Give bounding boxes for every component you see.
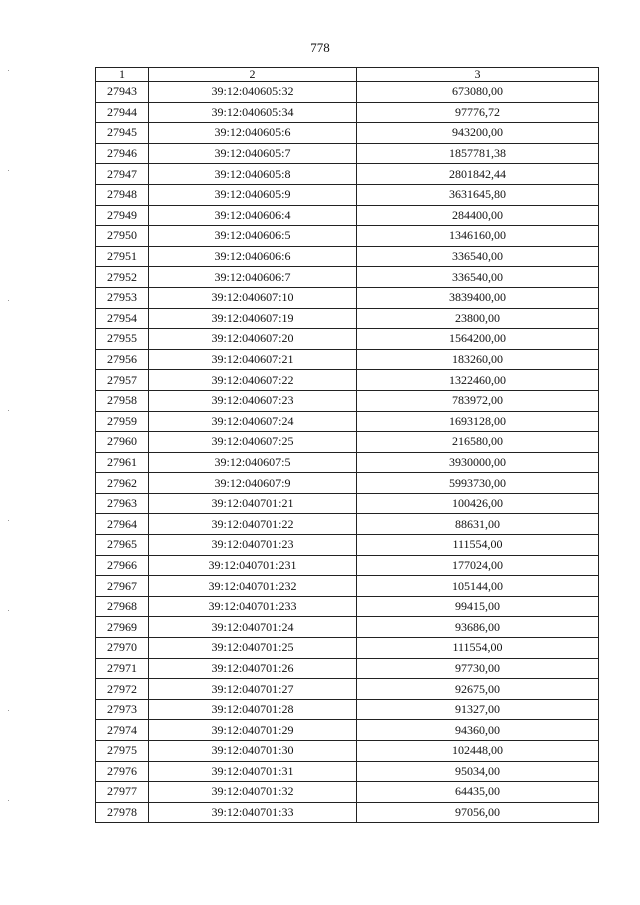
row-number-cell: 27954: [96, 308, 149, 329]
cadastral-number-cell: 39:12:040605:7: [149, 143, 357, 164]
column-header-2: 2: [149, 68, 357, 82]
row-number-cell: 27974: [96, 720, 149, 741]
table-row: [96, 390, 599, 411]
cadastral-number-cell: 39:12:040701:25: [149, 638, 357, 659]
cadastral-number-cell: 39:12:040607:25: [149, 432, 357, 453]
row-number-cell: 27975: [96, 741, 149, 762]
cadastral-number-cell: 39:12:040701:23: [149, 535, 357, 556]
cadastral-number-cell: 39:12:040606:7: [149, 267, 357, 288]
table-row: [96, 143, 599, 164]
row-number-cell: 27951: [96, 246, 149, 267]
table-body: [96, 82, 599, 823]
table-row: [96, 329, 599, 350]
table-row: [96, 349, 599, 370]
cadastral-number-cell: 39:12:040605:6: [149, 123, 357, 144]
cadastral-number-cell: 39:12:040701:31: [149, 761, 357, 782]
value-cell: 93686,00: [357, 617, 599, 638]
value-cell: 105144,00: [357, 576, 599, 597]
row-number-cell: 27947: [96, 164, 149, 185]
cadastral-number-cell: 39:12:040607:20: [149, 329, 357, 350]
row-number-cell: 27970: [96, 638, 149, 659]
cadastral-number-cell: 39:12:040607:10: [149, 287, 357, 308]
table-row: [96, 432, 599, 453]
cadastral-number-cell: 39:12:040701:27: [149, 679, 357, 700]
cadastral-number-cell: 39:12:040607:19: [149, 308, 357, 329]
cadastral-number-cell: 39:12:040606:6: [149, 246, 357, 267]
value-cell: 1857781,38: [357, 143, 599, 164]
value-cell: 177024,00: [357, 555, 599, 576]
value-cell: 1346160,00: [357, 226, 599, 247]
table-row: [96, 411, 599, 432]
cadastral-number-cell: 39:12:040701:28: [149, 699, 357, 720]
value-cell: 783972,00: [357, 390, 599, 411]
table-row: [96, 679, 599, 700]
cadastral-number-cell: 39:12:040607:24: [149, 411, 357, 432]
table-row: [96, 617, 599, 638]
row-number-cell: 27971: [96, 658, 149, 679]
row-number-cell: 27977: [96, 782, 149, 803]
row-number-cell: 27963: [96, 493, 149, 514]
table-row: [96, 102, 599, 123]
table-row: [96, 802, 599, 823]
table-row: [96, 205, 599, 226]
cadastral-number-cell: 39:12:040607:9: [149, 473, 357, 494]
value-cell: 91327,00: [357, 699, 599, 720]
value-cell: 97056,00: [357, 802, 599, 823]
table-row: [96, 164, 599, 185]
value-cell: 1693128,00: [357, 411, 599, 432]
row-number-cell: 27960: [96, 432, 149, 453]
value-cell: 64435,00: [357, 782, 599, 803]
row-number-cell: 27969: [96, 617, 149, 638]
row-number-cell: 27946: [96, 143, 149, 164]
scan-speck: [8, 520, 9, 521]
row-number-cell: 27972: [96, 679, 149, 700]
value-cell: 99415,00: [357, 596, 599, 617]
table-row: [96, 308, 599, 329]
row-number-cell: 27945: [96, 123, 149, 144]
cadastral-number-cell: 39:12:040701:33: [149, 802, 357, 823]
value-cell: 673080,00: [357, 82, 599, 103]
page-number: 778: [310, 40, 330, 55]
table-row: [96, 287, 599, 308]
table-row: [96, 184, 599, 205]
row-number-cell: 27966: [96, 555, 149, 576]
cadastral-number-cell: 39:12:040701:231: [149, 555, 357, 576]
row-number-cell: 27976: [96, 761, 149, 782]
scan-speck: [8, 70, 9, 71]
value-cell: 1322460,00: [357, 370, 599, 391]
value-cell: 943200,00: [357, 123, 599, 144]
row-number-cell: 27978: [96, 802, 149, 823]
scan-speck: [8, 170, 9, 171]
value-cell: 94360,00: [357, 720, 599, 741]
value-cell: 1564200,00: [357, 329, 599, 350]
row-number-cell: 27953: [96, 287, 149, 308]
row-number-cell: 27973: [96, 699, 149, 720]
cadastral-number-cell: 39:12:040701:232: [149, 576, 357, 597]
cadastral-number-cell: 39:12:040701:21: [149, 493, 357, 514]
cadastral-number-cell: 39:12:040606:4: [149, 205, 357, 226]
scan-speck: [8, 710, 9, 711]
column-header-3: 3: [357, 68, 599, 82]
value-cell: 100426,00: [357, 493, 599, 514]
row-number-cell: 27952: [96, 267, 149, 288]
cadastral-number-cell: 39:12:040607:5: [149, 452, 357, 473]
value-cell: 336540,00: [357, 267, 599, 288]
table-row: [96, 638, 599, 659]
table-row: [96, 782, 599, 803]
row-number-cell: 27967: [96, 576, 149, 597]
value-cell: 111554,00: [357, 638, 599, 659]
row-number-cell: 27962: [96, 473, 149, 494]
table-row: [96, 741, 599, 762]
row-number-cell: 27944: [96, 102, 149, 123]
table-row: [96, 123, 599, 144]
value-cell: 183260,00: [357, 349, 599, 370]
table-row: [96, 658, 599, 679]
row-number-cell: 27968: [96, 596, 149, 617]
value-cell: 97776,72: [357, 102, 599, 123]
row-number-cell: 27965: [96, 535, 149, 556]
cadastral-number-cell: 39:12:040605:34: [149, 102, 357, 123]
table-row: [96, 761, 599, 782]
row-number-cell: 27943: [96, 82, 149, 103]
table-row: [96, 699, 599, 720]
value-cell: 2801842,44: [357, 164, 599, 185]
table-row: [96, 370, 599, 391]
row-number-cell: 27958: [96, 390, 149, 411]
value-cell: 95034,00: [357, 761, 599, 782]
table-row: [96, 514, 599, 535]
cadastral-number-cell: 39:12:040701:24: [149, 617, 357, 638]
column-header-1: 1: [96, 68, 149, 82]
row-number-cell: 27961: [96, 452, 149, 473]
table-row: [96, 555, 599, 576]
value-cell: 3631645,80: [357, 184, 599, 205]
cadastral-number-cell: 39:12:040606:5: [149, 226, 357, 247]
row-number-cell: 27948: [96, 184, 149, 205]
cadastral-number-cell: 39:12:040701:29: [149, 720, 357, 741]
cadastral-number-cell: 39:12:040607:21: [149, 349, 357, 370]
value-cell: 102448,00: [357, 741, 599, 762]
scan-speck: [8, 300, 9, 301]
table-row: [96, 720, 599, 741]
table-row: [96, 226, 599, 247]
table-row: [96, 267, 599, 288]
table-row: [96, 493, 599, 514]
scan-speck: [8, 610, 9, 611]
value-cell: 3930000,00: [357, 452, 599, 473]
value-cell: 336540,00: [357, 246, 599, 267]
cadastral-number-cell: 39:12:040607:22: [149, 370, 357, 391]
table-row: [96, 535, 599, 556]
table-row: [96, 576, 599, 597]
value-cell: 3839400,00: [357, 287, 599, 308]
table-row: [96, 596, 599, 617]
cadastral-number-cell: 39:12:040701:32: [149, 782, 357, 803]
row-number-cell: 27949: [96, 205, 149, 226]
cadastral-number-cell: 39:12:040701:22: [149, 514, 357, 535]
scan-speck: [8, 410, 9, 411]
cadastral-number-cell: 39:12:040701:30: [149, 741, 357, 762]
cadastral-number-cell: 39:12:040605:9: [149, 184, 357, 205]
row-number-cell: 27956: [96, 349, 149, 370]
row-number-cell: 27957: [96, 370, 149, 391]
row-number-cell: 27964: [96, 514, 149, 535]
value-cell: 216580,00: [357, 432, 599, 453]
cadastral-number-cell: 39:12:040701:26: [149, 658, 357, 679]
row-number-cell: 27955: [96, 329, 149, 350]
value-cell: 23800,00: [357, 308, 599, 329]
table-row: [96, 82, 599, 103]
cadastral-number-cell: 39:12:040607:23: [149, 390, 357, 411]
row-number-cell: 27950: [96, 226, 149, 247]
table-row: [96, 246, 599, 267]
value-cell: 88631,00: [357, 514, 599, 535]
value-cell: 92675,00: [357, 679, 599, 700]
data-table: [95, 67, 599, 823]
value-cell: 97730,00: [357, 658, 599, 679]
value-cell: 111554,00: [357, 535, 599, 556]
value-cell: 5993730,00: [357, 473, 599, 494]
row-number-cell: 27959: [96, 411, 149, 432]
cadastral-number-cell: 39:12:040605:8: [149, 164, 357, 185]
cadastral-number-cell: 39:12:040701:233: [149, 596, 357, 617]
table-row: [96, 452, 599, 473]
scan-speck: [8, 800, 9, 801]
value-cell: 284400,00: [357, 205, 599, 226]
table-header: [96, 68, 599, 82]
cadastral-number-cell: 39:12:040605:32: [149, 82, 357, 103]
table-row: [96, 473, 599, 494]
table-header-row: [96, 68, 599, 82]
